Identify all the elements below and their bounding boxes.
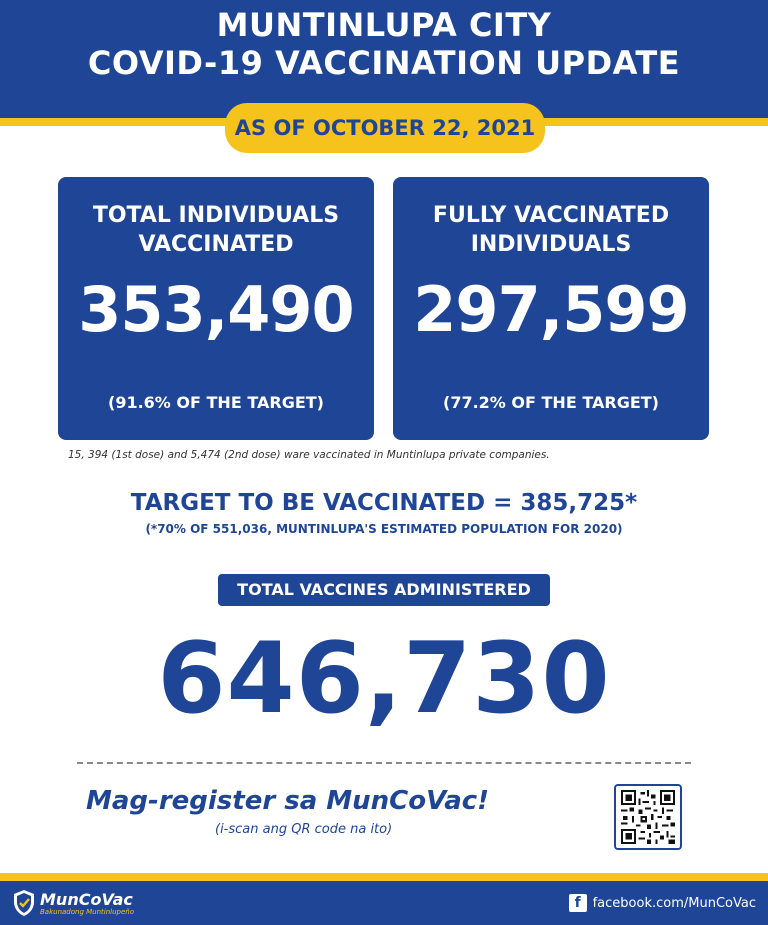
facebook-link[interactable] — [569, 894, 756, 912]
target-footnote: (*70% OF 551,036, MUNTINLUPA'S ESTIMATED POPULATION FOR 2020) — [145, 522, 623, 536]
total-vaccinated-value: 353,490 — [78, 273, 354, 346]
logo-tagline: Bakunadong Muntinlupeño — [40, 907, 135, 916]
administered-label: TOTAL VACCINES ADMINISTERED — [218, 574, 550, 606]
card-label-line-1: FULLY VACCINATED — [432, 203, 670, 228]
register-headline: Mag-register sa MunCoVac! — [86, 786, 490, 816]
footer-bar — [0, 881, 768, 925]
fully-vaccinated-percent: (77.2% OF THE TARGET) — [443, 393, 659, 412]
shield-logo-icon — [12, 889, 36, 917]
fully-vaccinated-card — [393, 177, 709, 440]
title-line-2: COVID-19 VACCINATION UPDATE — [87, 44, 681, 82]
card-label — [393, 201, 709, 259]
administered-value: 646,730 — [157, 622, 611, 736]
date-badge: AS OF OCTOBER 22, 2021 — [225, 103, 545, 153]
card-label — [58, 201, 374, 259]
fully-vaccinated-value: 297,599 — [413, 273, 689, 346]
qr-code-icon[interactable] — [614, 784, 682, 850]
facebook-icon: f — [569, 894, 587, 912]
card-label-line-1: TOTAL INDIVIDUALS — [92, 203, 340, 228]
target-headline: TARGET TO BE VACCINATED = 385,725* — [130, 490, 638, 516]
footer-stripe — [0, 873, 768, 881]
facebook-url: facebook.com/MunCoVac — [592, 895, 756, 911]
card-label-line-2: INDIVIDUALS — [470, 232, 632, 257]
register-subtext: (i-scan ang QR code na ito) — [215, 822, 393, 837]
dashed-divider — [77, 762, 691, 764]
card-label-line-2: VACCINATED — [138, 232, 294, 257]
total-vaccinated-card — [58, 177, 374, 440]
private-companies-note: 15, 394 (1st dose) and 5,474 (2nd dose) ware vaccinated in Muntinlupa private companies. — [68, 449, 550, 461]
logo-name: MunCoVac — [40, 889, 133, 909]
total-vaccinated-percent: (91.6% OF THE TARGET) — [108, 393, 324, 412]
muncovac-logo[interactable] — [12, 889, 134, 917]
title-line-1: MUNTINLUPA CITY — [216, 6, 552, 44]
